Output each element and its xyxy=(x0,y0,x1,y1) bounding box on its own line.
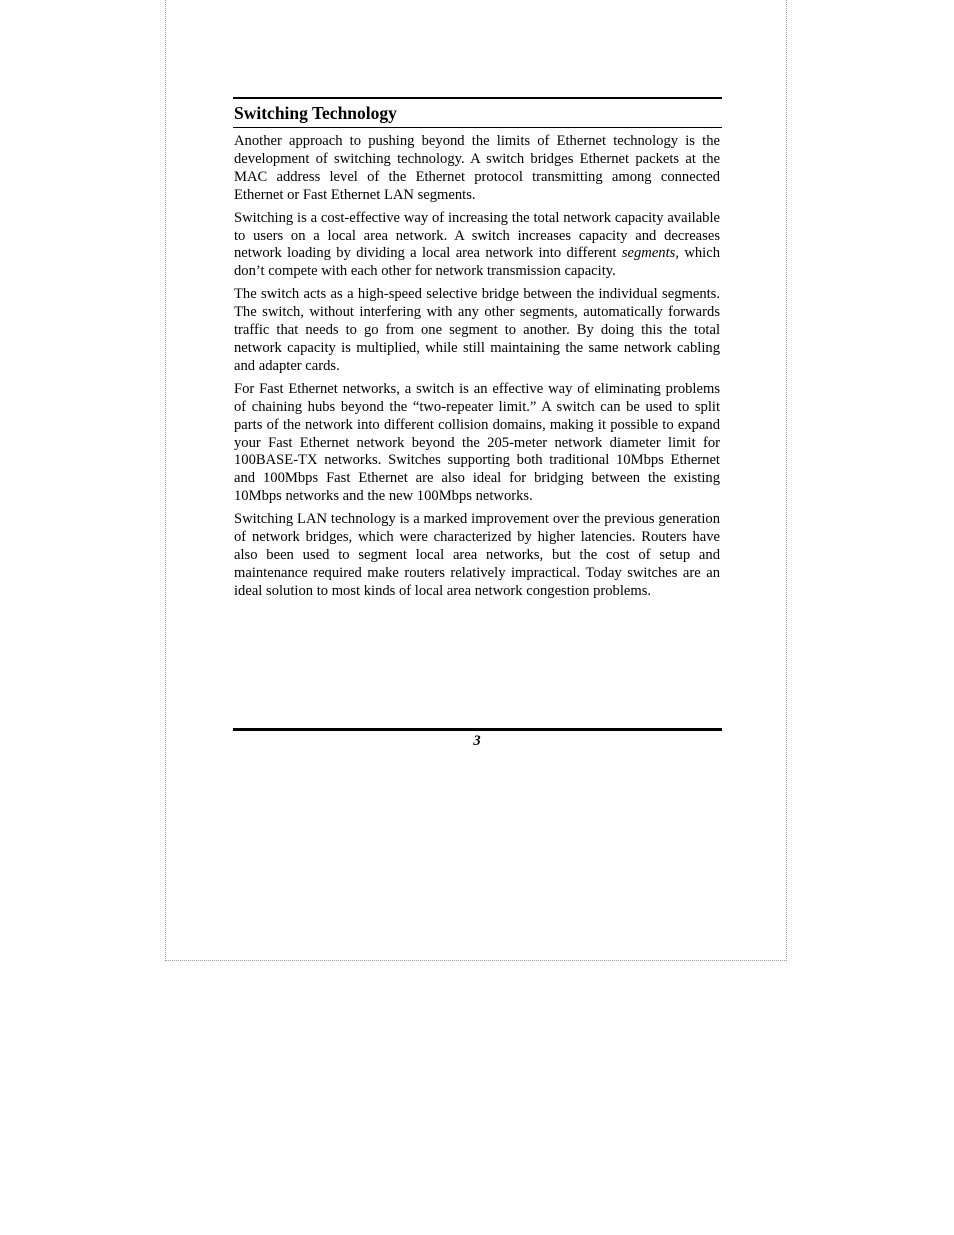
paragraph-5: Switching LAN technology is a marked improvement over the previous generation of network bridges, which were characterized by higher latencies. Routers have also been used to segment local area networks, but the cost of setup and maintenance required make routers relatively impractical. Today switches are an ideal solution to most kinds of local area network congestion problems. xyxy=(234,511,720,599)
paragraph-2-emphasis: segments xyxy=(621,245,676,262)
paragraph-4: For Fast Ethernet networks, a switch is an effective way of eliminating problems of chaining hubs beyond the “two-repeater limit.” A switch can be used to split parts of the network into different collision domains, making it possible to expand your Fast Ethernet network beyond the 205-meter network diameter limit for 100BASE-TX networks. Switches supporting both traditional 10Mbps Ethernet and 100Mbps Fast Ethernet are also ideal for bridging between the existing 10Mbps networks and the new 100Mbps networks. xyxy=(234,380,720,505)
paragraph-2-after: , which don’t compete with each other for network transmission capacity. xyxy=(234,245,720,280)
top-rule xyxy=(233,97,722,99)
paragraph-2 xyxy=(234,210,720,282)
page-number: 3 xyxy=(473,733,481,749)
paragraph-3: The switch acts as a high-speed selective bridge between the individual segments. The switch, without interfering with any other segments, automatically forwards traffic that needs to go from one segment to another. By doing this the total network capacity is multiplied, while still maintaining the same network cabling and adapter cards. xyxy=(234,286,720,374)
paragraph-2-before: Switching is a cost-effective way of increasing the total network capacity available to users on a local area network. A switch increases capacity and decreases network loading by dividing a local area network into different xyxy=(234,209,720,262)
bottom-rule xyxy=(233,728,722,731)
section-heading: Switching Technology xyxy=(234,103,397,123)
paragraph-1: Another approach to pushing beyond the limits of Ethernet technology is the development of switching technology. A switch bridges Ethernet packets at the MAC address level of the Ethernet protocol transmitting among connected Ethernet or Fast Ethernet LAN segments. xyxy=(234,133,720,203)
body-text xyxy=(234,133,720,606)
heading-underline xyxy=(233,127,722,128)
